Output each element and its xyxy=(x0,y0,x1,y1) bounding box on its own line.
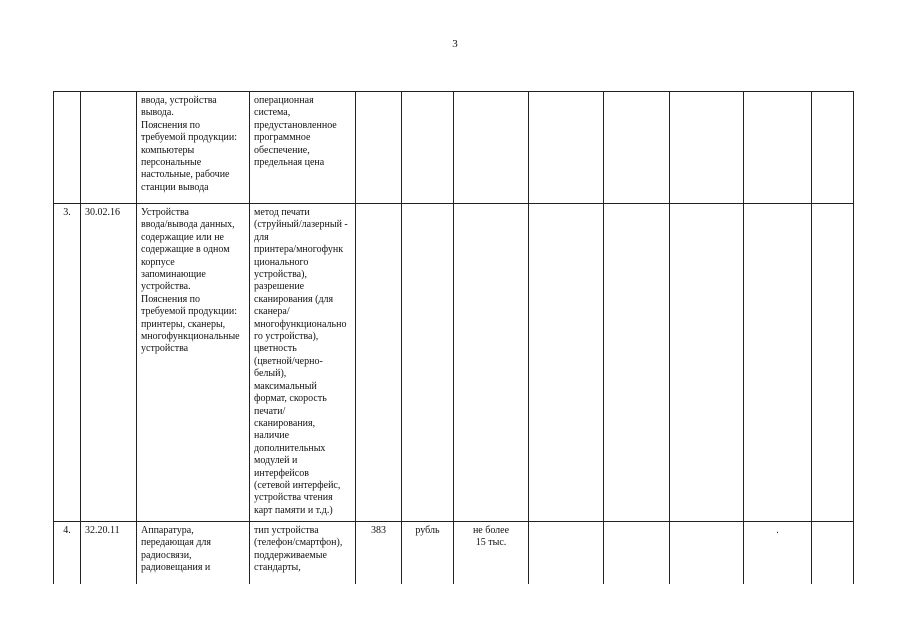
value-cell: не более 15 тыс. xyxy=(454,522,529,584)
characteristic-cell: тип устройства (телефон/смартфон), поддерживаемые стандарты, xyxy=(250,522,356,584)
table-row xyxy=(54,522,854,584)
table-cell xyxy=(604,522,670,584)
row-number-cell: 4. xyxy=(54,522,81,584)
table-cell xyxy=(529,522,604,584)
table-cell xyxy=(812,204,854,522)
row-number-cell: 3. xyxy=(54,204,81,522)
table-cell xyxy=(744,204,812,522)
page-number: 3 xyxy=(452,38,458,50)
product-name-cell: ввода, устройства вывода. Пояснения по требуемой продукции: компьютеры персональные настольные, рабочие станции вывода xyxy=(137,92,250,204)
table-cell xyxy=(744,92,812,204)
unit-name-cell xyxy=(402,204,454,522)
unit-code-cell xyxy=(356,92,402,204)
unit-name-cell: рубль xyxy=(402,522,454,584)
table-cell xyxy=(670,204,744,522)
table-cell: . xyxy=(744,522,812,584)
table-cell xyxy=(604,92,670,204)
characteristic-cell: метод печати (струйный/лазерный - для принтера/многофунк ционального устройства), разрешение сканирования (для сканера/ многофункционально го устройства), цветность (цветной/черно- белый), максимальный формат, скорость печати/ сканирования, наличие дополнительных модулей и интерфейсов (сетевой интерфейс, устройства чтения карт памяти и т.д.) xyxy=(250,204,356,522)
okpd-code-cell: 32.20.11 xyxy=(81,522,137,584)
value-cell xyxy=(454,204,529,522)
table-cell xyxy=(529,92,604,204)
value-cell xyxy=(454,92,529,204)
table-row xyxy=(54,204,854,522)
table-cell xyxy=(812,522,854,584)
row-number-cell xyxy=(54,92,81,204)
product-name-cell: Устройства ввода/вывода данных, содержащие или не содержащие в одном корпусе запоминающие устройства. Пояснения по требуемой продукции: принтеры, сканеры, многофункциональные устройства xyxy=(137,204,250,522)
table-cell xyxy=(670,92,744,204)
requirements-table xyxy=(53,91,854,584)
table-cell xyxy=(604,204,670,522)
table-cell xyxy=(812,92,854,204)
characteristic-cell: операционная система, предустановленное программное обеспечение, предельная цена xyxy=(250,92,356,204)
table-cell xyxy=(529,204,604,522)
unit-name-cell xyxy=(402,92,454,204)
unit-code-cell: 383 xyxy=(356,522,402,584)
table-cell xyxy=(670,522,744,584)
table-row xyxy=(54,92,854,204)
okpd-code-cell: 30.02.16 xyxy=(81,204,137,522)
product-name-cell: Аппаратура, передающая для радиосвязи, радиовещания и xyxy=(137,522,250,584)
unit-code-cell xyxy=(356,204,402,522)
okpd-code-cell xyxy=(81,92,137,204)
